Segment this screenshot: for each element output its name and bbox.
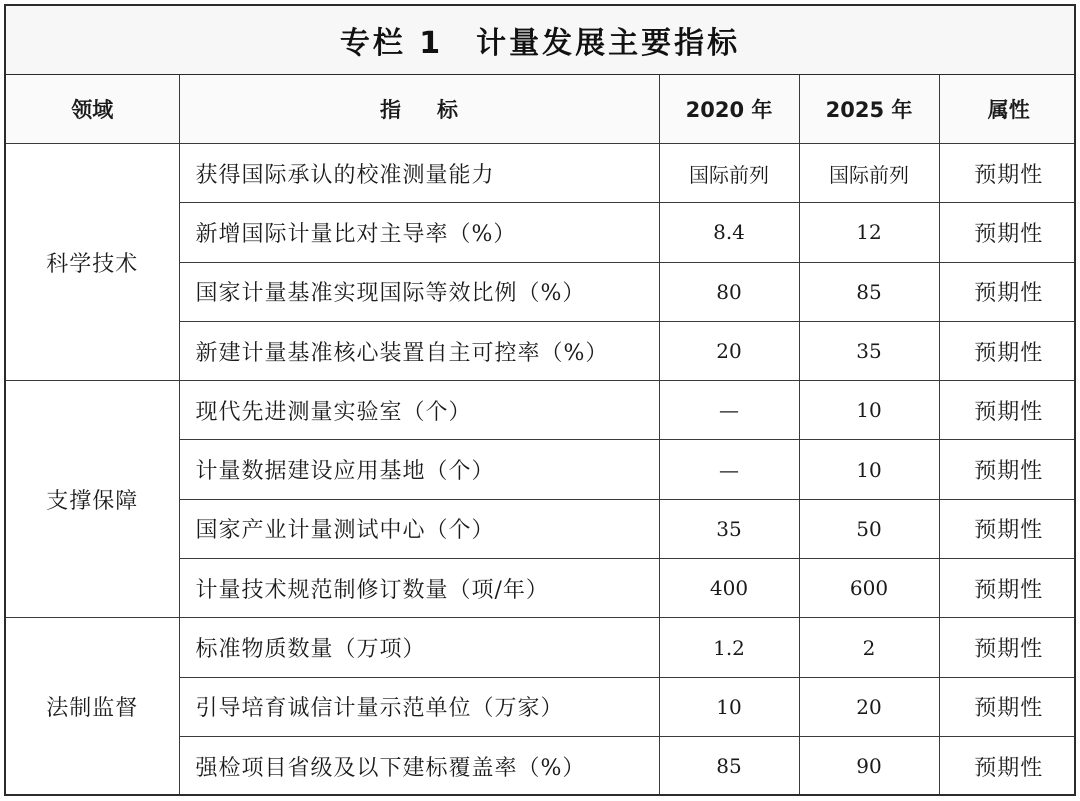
table-title: 专栏 1 计量发展主要指标 xyxy=(339,26,741,61)
value-2020-cell: 85 xyxy=(659,736,799,795)
value-2020-cell: 80 xyxy=(659,262,799,321)
attribute-cell: 预期性 xyxy=(939,677,1076,736)
header-domain: 领域 xyxy=(6,75,179,144)
header-year-2025: 2025 年 xyxy=(799,75,939,144)
attribute-cell: 预期性 xyxy=(939,262,1076,321)
domain-cell: 科学技术 xyxy=(6,144,179,381)
table-row xyxy=(6,144,1076,203)
indicator-cell: 新建计量基准核心装置自主可控率（%） xyxy=(179,321,659,380)
value-2025-cell: 600 xyxy=(799,559,939,618)
indicator-cell: 新增国际计量比对主导率（%） xyxy=(179,203,659,262)
attribute-cell: 预期性 xyxy=(939,321,1076,380)
value-2025-cell: 12 xyxy=(799,203,939,262)
attribute-cell: 预期性 xyxy=(939,203,1076,262)
value-2025-cell: 85 xyxy=(799,262,939,321)
domain-cell: 法制监督 xyxy=(6,618,179,795)
value-2020-cell: — xyxy=(659,381,799,440)
header-attribute: 属性 xyxy=(939,75,1076,144)
header-year-2020: 2020 年 xyxy=(659,75,799,144)
indicator-cell: 国家产业计量测试中心（个） xyxy=(179,499,659,558)
table-row xyxy=(6,381,1076,440)
attribute-cell: 预期性 xyxy=(939,144,1076,203)
attribute-cell: 预期性 xyxy=(939,499,1076,558)
value-2020-cell: 20 xyxy=(659,321,799,380)
value-2020-cell: 8.4 xyxy=(659,203,799,262)
value-2020-cell: 35 xyxy=(659,499,799,558)
table-row xyxy=(6,618,1076,677)
indicator-cell: 引导培育诚信计量示范单位（万家） xyxy=(179,677,659,736)
value-2020-cell: 1.2 xyxy=(659,618,799,677)
table-body xyxy=(6,144,1076,796)
attribute-cell: 预期性 xyxy=(939,559,1076,618)
indicator-cell: 计量技术规范制修订数量（项/年） xyxy=(179,559,659,618)
value-2025-cell: 2 xyxy=(799,618,939,677)
value-2025-cell: 10 xyxy=(799,381,939,440)
attribute-cell: 预期性 xyxy=(939,618,1076,677)
indicator-table-frame xyxy=(4,4,1076,796)
value-2025-cell: 10 xyxy=(799,440,939,499)
header-row xyxy=(6,75,1076,144)
indicator-cell: 标准物质数量（万项） xyxy=(179,618,659,677)
indicator-cell: 强检项目省级及以下建标覆盖率（%） xyxy=(179,736,659,795)
indicator-cell: 计量数据建设应用基地（个） xyxy=(179,440,659,499)
domain-cell: 支撑保障 xyxy=(6,381,179,618)
indicator-cell: 获得国际承认的校准测量能力 xyxy=(179,144,659,203)
value-2020-cell: 国际前列 xyxy=(659,144,799,203)
value-2020-cell: — xyxy=(659,440,799,499)
indicator-table xyxy=(6,75,1076,796)
value-2020-cell: 400 xyxy=(659,559,799,618)
value-2020-cell: 10 xyxy=(659,677,799,736)
attribute-cell: 预期性 xyxy=(939,440,1076,499)
attribute-cell: 预期性 xyxy=(939,736,1076,795)
value-2025-cell: 35 xyxy=(799,321,939,380)
value-2025-cell: 90 xyxy=(799,736,939,795)
value-2025-cell: 50 xyxy=(799,499,939,558)
header-indicator: 指标 xyxy=(179,75,659,144)
value-2025-cell: 国际前列 xyxy=(799,144,939,203)
attribute-cell: 预期性 xyxy=(939,381,1076,440)
table-title-row xyxy=(6,6,1074,75)
value-2025-cell: 20 xyxy=(799,677,939,736)
indicator-cell: 现代先进测量实验室（个） xyxy=(179,381,659,440)
indicator-cell: 国家计量基准实现国际等效比例（%） xyxy=(179,262,659,321)
